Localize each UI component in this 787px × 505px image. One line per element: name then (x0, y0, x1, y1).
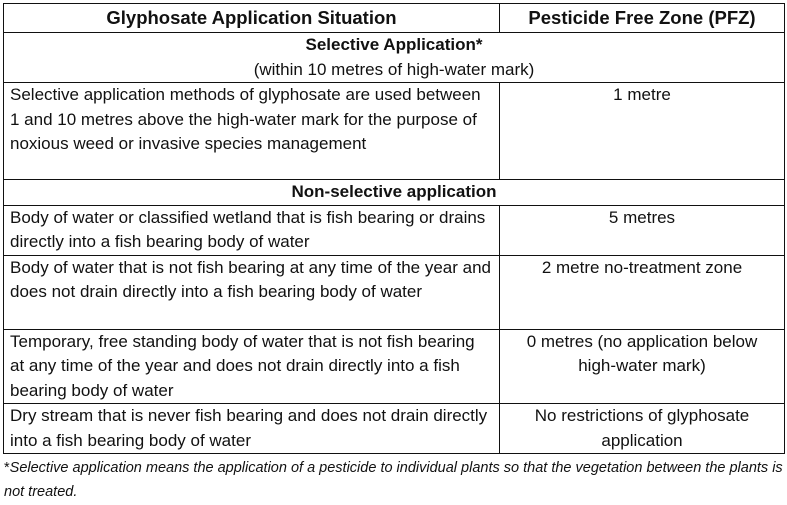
table-row (4, 329, 785, 404)
section-row-non-selective (4, 180, 785, 206)
situation-cell: Body of water or classified wetland that is fish bearing or drains directly into a fish bearing body of water (4, 205, 500, 255)
header-situation: Glyphosate Application Situation (4, 4, 500, 33)
pfz-cell: 0 metres (no application below high-water mark) (500, 329, 785, 404)
pfz-table (3, 3, 785, 454)
section-selective (4, 33, 785, 83)
table-row (4, 83, 785, 180)
pfz-cell: 2 metre no-treatment zone (500, 255, 785, 329)
situation-cell: Body of water that is not fish bearing at any time of the year and does not drain directly into a fish bearing body of water (4, 255, 500, 329)
situation-cell: Dry stream that is never fish bearing and does not drain directly into a fish bearing body of water (4, 404, 500, 454)
table-row (4, 404, 785, 454)
section-row-selective (4, 33, 785, 83)
footnote-text: Selective application means the application of a pesticide to individual plants so that the vegetation between the plants is not treated. (4, 460, 783, 500)
section-title: Non-selective application (291, 182, 497, 201)
section-non-selective (4, 180, 785, 206)
situation-cell: Selective application methods of glyphosate are used between 1 and 10 metres above the high-water mark for the purpose of noxious weed or invasive species management (4, 83, 500, 180)
footnote-marker: * (4, 460, 10, 476)
pfz-cell: 5 metres (500, 205, 785, 255)
pfz-cell: 1 metre (500, 83, 785, 180)
section-title: Selective Application* (305, 35, 483, 54)
table-row (4, 205, 785, 255)
situation-cell: Temporary, free standing body of water that is not fish bearing at any time of the year and does not drain directly into a fish bearing body of water (4, 329, 500, 404)
header-pfz: Pesticide Free Zone (PFZ) (500, 4, 785, 33)
section-subtitle: (within 10 metres of high-water mark) (253, 59, 535, 79)
table-row (4, 255, 785, 329)
header-row (4, 4, 785, 33)
footnote (4, 456, 784, 504)
pfz-cell: No restrictions of glyphosate application (500, 404, 785, 454)
